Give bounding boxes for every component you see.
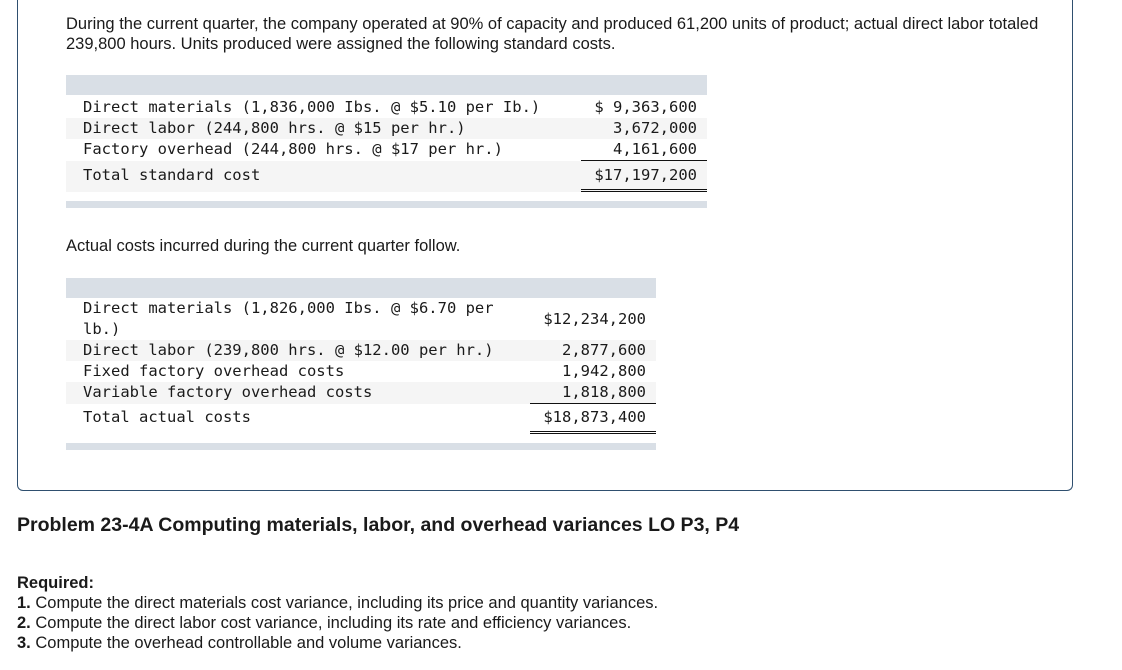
total-label: Total standard cost — [83, 166, 261, 184]
required-item — [17, 593, 658, 613]
item-number: 3. — [17, 634, 31, 652]
total-amount: $17,197,200 — [581, 161, 707, 192]
problem-title: Problem 23-4A Computing materials, labor, and overhead variances LO P3, P4 — [17, 514, 740, 536]
table-footer-bar — [66, 201, 707, 208]
required-section — [17, 573, 658, 653]
row-label: Factory overhead (244,800 hrs. @ $17 per hr.) — [83, 140, 503, 158]
required-item — [17, 613, 658, 633]
table-header-bar — [66, 278, 656, 298]
table-row — [66, 361, 656, 382]
row-amount: $12,234,200 — [543, 309, 646, 328]
table-row — [66, 97, 707, 118]
row-amount: 2,877,600 — [562, 341, 646, 359]
table-row — [66, 118, 707, 139]
table-row — [66, 139, 707, 161]
row-amount: 3,672,000 — [613, 119, 697, 137]
item-text: Compute the overhead controllable and volume variances. — [35, 634, 462, 652]
row-amount: 1,942,800 — [562, 362, 646, 380]
row-amount: 4,161,600 — [581, 139, 707, 161]
actual-intro-text: Actual costs incurred during the current quarter follow. — [66, 237, 461, 255]
item-text: Compute the direct materials cost variance, including its price and quantity variances. — [35, 594, 659, 612]
row-label: Fixed factory overhead costs — [83, 362, 345, 380]
row-label: Direct materials (1,836,000 Ibs. @ $5.10 per Ib.) — [83, 98, 541, 116]
row-amount: $ 9,363,600 — [594, 98, 697, 116]
intro-text: During the current quarter, the company operated at 90% of capacity and produced 61,200 units of product; actual direct labor totaled 239,800 hours. Units produced were assigned the following standard costs. — [66, 15, 1039, 53]
total-amount: $18,873,400 — [530, 404, 656, 434]
actual-cost-table — [66, 278, 656, 450]
total-row — [66, 161, 707, 192]
row-label: Variable factory overhead costs — [83, 383, 373, 401]
required-item — [17, 633, 658, 653]
table-header-bar — [66, 75, 707, 95]
item-text: Compute the direct labor cost variance, including its rate and efficiency variances. — [35, 614, 632, 632]
table-footer-bar — [66, 443, 656, 450]
total-row — [66, 404, 656, 434]
item-number: 1. — [17, 594, 31, 612]
standard-cost-table — [66, 75, 707, 208]
table-row — [66, 298, 656, 340]
row-amount: 1,818,800 — [530, 382, 656, 404]
row-label: Direct labor (239,800 hrs. @ $12.00 per hr.) — [83, 341, 494, 359]
item-number: 2. — [17, 614, 31, 632]
row-label: Direct labor (244,800 hrs. @ $15 per hr.) — [83, 119, 466, 137]
row-label: Direct materials (1,826,000 Ibs. @ $6.70 per lb.) — [83, 299, 494, 338]
table-row — [66, 382, 656, 404]
table-row — [66, 340, 656, 361]
total-label: Total actual costs — [83, 408, 251, 426]
required-heading: Required: — [17, 574, 95, 592]
